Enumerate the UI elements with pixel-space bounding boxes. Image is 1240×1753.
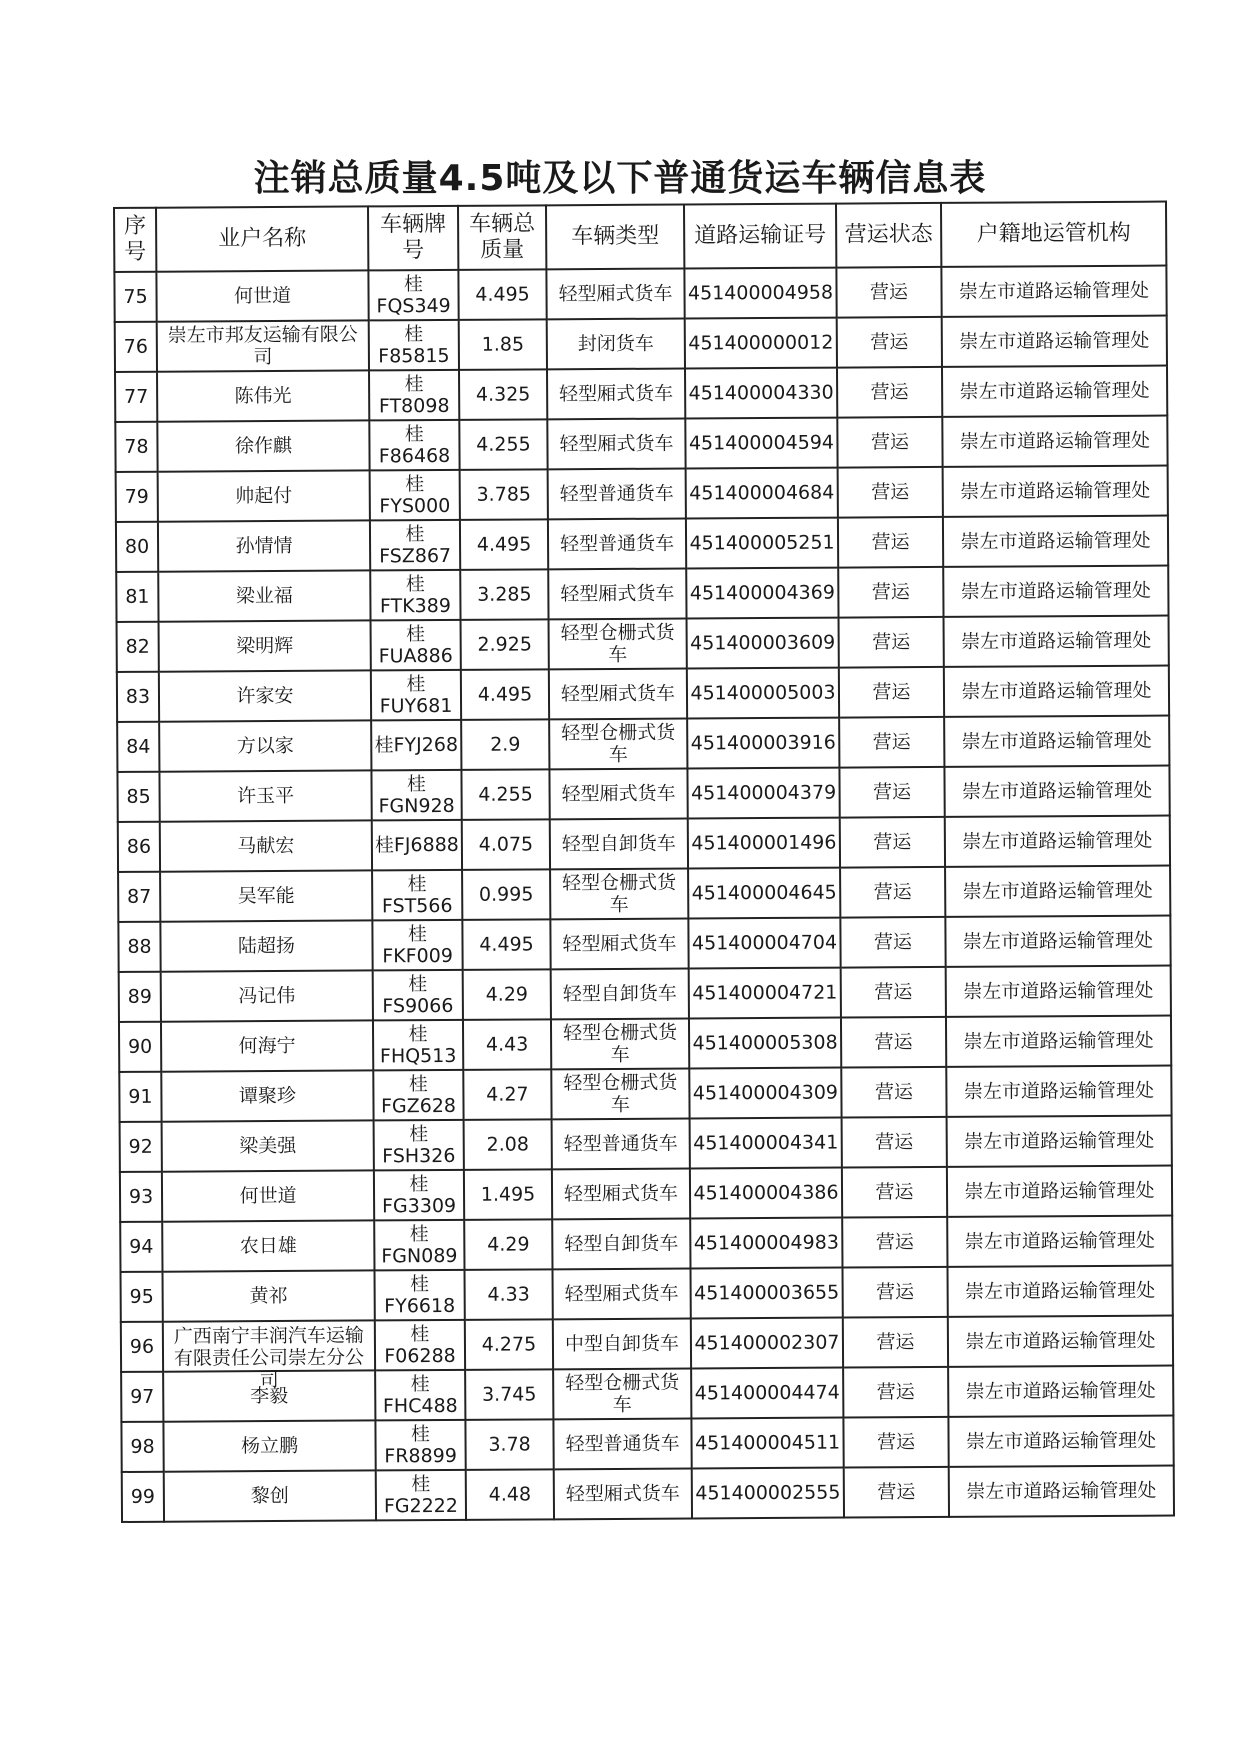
cell-plate: 桂F86468	[369, 420, 459, 471]
cell-office: 崇左市道路运输管理处	[944, 766, 1169, 817]
cell-owner: 何海宁	[161, 1020, 373, 1071]
cell-owner: 徐作麒	[157, 420, 369, 471]
table-row	[117, 666, 1169, 722]
cell-office: 崇左市道路运输管理处	[941, 266, 1166, 317]
cell-status: 营运	[837, 417, 942, 468]
cell-mass: 3.285	[460, 569, 548, 620]
cell-plate: 桂FHQ513	[373, 1020, 463, 1071]
cell-owner: 梁业福	[158, 570, 370, 621]
cell-mass: 3.785	[460, 469, 548, 520]
cell-owner: 农日雄	[162, 1220, 374, 1271]
cell-seq: 75	[114, 272, 156, 322]
cell-type: 轻型厢式货车	[549, 669, 687, 720]
cell-permit: 451400004474	[691, 1368, 843, 1419]
cell-type: 轻型厢式货车	[548, 569, 686, 620]
table-row	[116, 466, 1168, 522]
cell-mass: 0.995	[462, 869, 550, 920]
cell-mass: 4.48	[466, 1469, 554, 1520]
cell-status: 营运	[842, 1267, 947, 1318]
cell-plate: 桂FGN089	[374, 1220, 464, 1271]
cell-mass: 4.33	[464, 1269, 552, 1320]
cell-status: 营运	[842, 1117, 947, 1168]
header-permit: 道路运输证号	[684, 204, 836, 269]
cell-permit: 451400000012	[685, 318, 837, 369]
cell-status: 营运	[838, 567, 943, 618]
cell-owner: 广西南宁丰润汽车运输有限责任公司崇左分公司	[163, 1320, 375, 1371]
cell-plate: 桂FG3309	[374, 1170, 464, 1221]
cell-owner: 杨立鹏	[163, 1420, 375, 1471]
cell-status: 营运	[836, 267, 941, 318]
table-row	[121, 1416, 1173, 1472]
cell-office: 崇左市道路运输管理处	[946, 1066, 1171, 1117]
cell-type: 轻型普通货车	[548, 469, 686, 520]
cell-seq: 86	[118, 822, 160, 872]
cell-office: 崇左市道路运输管理处	[947, 1216, 1172, 1267]
cell-mass: 4.255	[459, 419, 547, 470]
cell-plate: 桂FT8098	[369, 370, 459, 421]
cell-type: 轻型普通货车	[553, 1418, 691, 1469]
table-row	[116, 566, 1168, 622]
cell-office: 崇左市道路运输管理处	[945, 916, 1170, 967]
header-mass: 车辆总质量	[458, 205, 546, 270]
cell-type: 轻型厢式货车	[549, 769, 687, 820]
cell-permit: 451400002307	[691, 1318, 843, 1369]
cell-plate: 桂FKF009	[372, 920, 462, 971]
cell-seq: 77	[115, 372, 157, 422]
cell-seq: 81	[116, 572, 158, 622]
cell-seq: 89	[119, 972, 161, 1022]
table-row	[121, 1316, 1173, 1372]
cell-status: 营运	[841, 1017, 946, 1068]
cell-type: 轻型厢式货车	[554, 1468, 692, 1519]
cell-seq: 92	[120, 1122, 162, 1172]
table-row	[116, 516, 1168, 572]
cell-status: 营运	[841, 1067, 946, 1118]
header-seq: 序号	[114, 208, 156, 272]
cell-mass: 4.495	[458, 269, 546, 320]
cell-owner: 李毅	[163, 1370, 375, 1421]
cell-owner: 许玉平	[159, 770, 371, 821]
cell-seq: 78	[115, 422, 157, 472]
table-row	[120, 1166, 1172, 1222]
cell-plate: 桂FYJ268	[371, 720, 461, 771]
cell-permit: 451400004983	[690, 1218, 842, 1269]
cell-status: 营运	[839, 667, 944, 718]
cell-plate: 桂F85815	[369, 320, 459, 371]
table-row	[118, 866, 1170, 922]
cell-seq: 76	[115, 322, 157, 372]
cell-owner: 陆超扬	[160, 920, 372, 971]
cell-mass: 4.29	[464, 1219, 552, 1270]
cell-type: 轻型仓栅式货车	[549, 719, 687, 770]
cell-mass: 4.27	[463, 1069, 551, 1120]
cell-mass: 1.85	[459, 319, 547, 370]
cell-type: 中型自卸货车	[553, 1318, 691, 1369]
cell-office: 崇左市道路运输管理处	[944, 616, 1169, 667]
cell-seq: 99	[122, 1472, 164, 1522]
cell-mass: 4.255	[461, 769, 549, 820]
cell-plate: 桂FGN928	[371, 770, 461, 821]
cell-seq: 93	[120, 1172, 162, 1222]
cell-owner: 孙情情	[158, 520, 370, 571]
cell-mass: 2.925	[461, 619, 549, 670]
cell-office: 崇左市道路运输管理处	[945, 866, 1170, 917]
cell-plate: 桂F06288	[375, 1320, 465, 1371]
cell-permit: 451400004386	[690, 1168, 842, 1219]
cell-seq: 98	[121, 1422, 163, 1472]
cell-plate: 桂FS9066	[373, 970, 463, 1021]
cell-office: 崇左市道路运输管理处	[943, 566, 1168, 617]
cell-owner: 何世道	[162, 1170, 374, 1221]
table-row	[118, 916, 1170, 972]
table-row	[115, 316, 1167, 372]
cell-plate: 桂FR8899	[375, 1420, 465, 1471]
header-type: 车辆类型	[546, 205, 684, 270]
cell-plate: 桂FSZ867	[370, 520, 460, 571]
cell-status: 营运	[843, 1367, 948, 1418]
cell-type: 轻型厢式货车	[550, 918, 688, 969]
cell-seq: 95	[121, 1272, 163, 1322]
cell-type: 轻型厢式货车	[552, 1268, 690, 1319]
table-row	[117, 616, 1169, 672]
cell-status: 营运	[843, 1317, 948, 1368]
table-row	[121, 1266, 1173, 1322]
cell-permit: 451400002555	[692, 1468, 844, 1519]
cell-permit: 451400004379	[687, 768, 839, 819]
cell-status: 营运	[842, 1217, 947, 1268]
cell-permit: 451400003655	[690, 1268, 842, 1319]
header-plate: 车辆牌号	[368, 206, 458, 271]
cell-permit: 451400004684	[686, 468, 838, 519]
cell-type: 轻型普通货车	[552, 1118, 690, 1169]
cell-permit: 451400004594	[685, 418, 837, 469]
cell-type: 轻型厢式货车	[546, 269, 684, 320]
cell-plate: 桂FYS000	[370, 470, 460, 521]
table-row	[118, 816, 1170, 872]
cell-seq: 80	[116, 522, 158, 572]
cell-owner: 崇左市邦友运输有限公司	[157, 320, 369, 371]
cell-seq: 82	[117, 622, 159, 672]
cell-seq: 94	[120, 1222, 162, 1272]
cell-office: 崇左市道路运输管理处	[945, 816, 1170, 867]
cell-office: 崇左市道路运输管理处	[948, 1316, 1173, 1367]
cell-seq: 97	[121, 1372, 163, 1422]
cell-office: 崇左市道路运输管理处	[943, 516, 1168, 567]
cell-seq: 90	[119, 1022, 161, 1072]
cell-status: 营运	[839, 617, 944, 668]
cell-plate: 桂FUY681	[371, 670, 461, 721]
cell-seq: 96	[121, 1322, 163, 1372]
cell-status: 营运	[841, 967, 946, 1018]
cell-type: 轻型厢式货车	[547, 369, 685, 420]
cell-type: 轻型仓栅式货车	[550, 868, 688, 919]
cell-plate: 桂FG2222	[376, 1470, 466, 1521]
cell-owner: 梁明辉	[159, 620, 371, 671]
cell-permit: 451400004958	[684, 268, 836, 319]
cell-office: 崇左市道路运输管理处	[942, 316, 1167, 367]
cell-type: 轻型仓栅式货车	[549, 619, 687, 670]
cell-plate: 桂FJ6888	[372, 820, 462, 871]
cell-owner: 谭聚珍	[161, 1070, 373, 1121]
cell-owner: 梁美强	[162, 1120, 374, 1171]
cell-plate: 桂FTK389	[370, 570, 460, 621]
cell-permit: 451400003916	[687, 718, 839, 769]
cell-type: 轻型仓栅式货车	[553, 1368, 691, 1419]
cell-owner: 何世道	[156, 270, 368, 321]
cell-status: 营运	[843, 1417, 948, 1468]
cell-status: 营运	[844, 1467, 949, 1518]
table-header-row	[114, 202, 1166, 272]
cell-seq: 87	[118, 872, 160, 922]
cell-owner: 许家安	[159, 670, 371, 721]
cell-permit: 451400005251	[686, 518, 838, 569]
cell-status: 营运	[839, 717, 944, 768]
cell-status: 营运	[838, 517, 943, 568]
cell-mass: 4.495	[462, 919, 550, 970]
cell-permit: 451400003609	[687, 618, 839, 669]
table-row	[117, 716, 1169, 772]
cell-plate: 桂FGZ628	[373, 1070, 463, 1121]
cell-type: 轻型厢式货车	[547, 419, 685, 470]
cell-office: 崇左市道路运输管理处	[944, 716, 1169, 767]
cell-type: 轻型自卸货车	[552, 1218, 690, 1269]
cell-permit: 451400004330	[685, 368, 837, 419]
cell-office: 崇左市道路运输管理处	[944, 666, 1169, 717]
cell-owner: 方以家	[159, 720, 371, 771]
cell-mass: 4.43	[463, 1019, 551, 1070]
cell-type: 轻型自卸货车	[550, 819, 688, 870]
header-office: 户籍地运管机构	[941, 202, 1166, 267]
cell-office: 崇左市道路运输管理处	[942, 416, 1167, 467]
table-row	[115, 366, 1167, 422]
cell-permit: 451400004704	[688, 918, 840, 969]
cell-owner: 黎创	[164, 1470, 376, 1521]
cell-type: 轻型仓栅式货车	[551, 1018, 689, 1069]
header-status: 营运状态	[836, 203, 941, 268]
cell-type: 轻型仓栅式货车	[551, 1068, 689, 1119]
cell-seq: 88	[118, 922, 160, 972]
cell-permit: 451400004645	[688, 868, 840, 919]
table-row	[115, 416, 1167, 472]
cell-mass: 4.29	[463, 969, 551, 1020]
cell-mass: 4.495	[461, 669, 549, 720]
cell-permit: 451400005308	[689, 1018, 841, 1069]
cell-office: 崇左市道路运输管理处	[946, 1016, 1171, 1067]
cell-permit: 451400004369	[686, 568, 838, 619]
cell-status: 营运	[839, 767, 944, 818]
table-row	[120, 1216, 1172, 1272]
header-owner: 业户名称	[156, 206, 368, 271]
cell-status: 营运	[838, 467, 943, 518]
cell-plate: 桂FY6618	[375, 1270, 465, 1321]
page-title: 注销总质量4.5吨及以下普通货运车辆信息表	[253, 158, 987, 199]
cell-status: 营运	[842, 1167, 947, 1218]
cell-seq: 85	[117, 772, 159, 822]
cell-mass: 4.495	[460, 519, 548, 570]
cell-office: 崇左市道路运输管理处	[949, 1466, 1174, 1517]
vehicle-table	[113, 201, 1175, 1523]
cell-permit: 451400004341	[690, 1118, 842, 1169]
cell-office: 崇左市道路运输管理处	[947, 1266, 1172, 1317]
cell-plate: 桂FST566	[372, 870, 462, 921]
cell-office: 崇左市道路运输管理处	[943, 466, 1168, 517]
cell-mass: 3.78	[465, 1419, 553, 1470]
cell-status: 营运	[840, 917, 945, 968]
cell-seq: 79	[116, 472, 158, 522]
cell-plate: 桂FSH326	[374, 1120, 464, 1171]
cell-type: 轻型厢式货车	[552, 1168, 690, 1219]
cell-owner: 黄祁	[163, 1270, 375, 1321]
cell-mass: 4.325	[459, 369, 547, 420]
cell-status: 营运	[840, 867, 945, 918]
table-row	[121, 1366, 1173, 1422]
cell-mass: 2.9	[461, 719, 549, 770]
cell-plate: 桂FUA886	[371, 620, 461, 671]
cell-owner: 陈伟光	[157, 370, 369, 421]
cell-permit: 451400001496	[688, 818, 840, 869]
cell-office: 崇左市道路运输管理处	[947, 1166, 1172, 1217]
cell-mass: 3.745	[465, 1369, 553, 1420]
cell-status: 营运	[837, 317, 942, 368]
cell-permit: 451400004309	[689, 1068, 841, 1119]
table-row	[117, 766, 1169, 822]
cell-seq: 83	[117, 672, 159, 722]
cell-owner: 吴军能	[160, 870, 372, 921]
cell-owner: 马献宏	[160, 820, 372, 871]
cell-status: 营运	[837, 367, 942, 418]
cell-owner: 冯记伟	[161, 970, 373, 1021]
cell-status: 营运	[840, 817, 945, 868]
cell-mass: 1.495	[464, 1169, 552, 1220]
table-row	[119, 1016, 1171, 1072]
cell-office: 崇左市道路运输管理处	[948, 1366, 1173, 1417]
cell-mass: 4.275	[465, 1319, 553, 1370]
cell-owner: 帅起付	[158, 470, 370, 521]
table-row	[119, 1066, 1171, 1122]
cell-office: 崇左市道路运输管理处	[948, 1416, 1173, 1467]
cell-office: 崇左市道路运输管理处	[947, 1116, 1172, 1167]
cell-seq: 84	[117, 722, 159, 772]
cell-permit: 451400004511	[691, 1418, 843, 1469]
cell-plate: 桂FHC488	[375, 1370, 465, 1421]
table-row	[120, 1116, 1172, 1172]
cell-permit: 451400004721	[689, 968, 841, 1019]
cell-type: 封闭货车	[547, 319, 685, 370]
cell-mass: 4.075	[462, 819, 550, 870]
table-body	[114, 266, 1174, 1522]
cell-office: 崇左市道路运输管理处	[942, 366, 1167, 417]
cell-plate: 桂FQS349	[368, 270, 458, 321]
cell-type: 轻型普通货车	[548, 519, 686, 570]
table-row	[122, 1466, 1174, 1522]
cell-permit: 451400005003	[687, 668, 839, 719]
cell-type: 轻型自卸货车	[551, 968, 689, 1019]
table-row	[114, 266, 1166, 322]
table-row	[119, 966, 1171, 1022]
cell-office: 崇左市道路运输管理处	[946, 966, 1171, 1017]
cell-seq: 91	[119, 1072, 161, 1122]
cell-mass: 2.08	[464, 1119, 552, 1170]
